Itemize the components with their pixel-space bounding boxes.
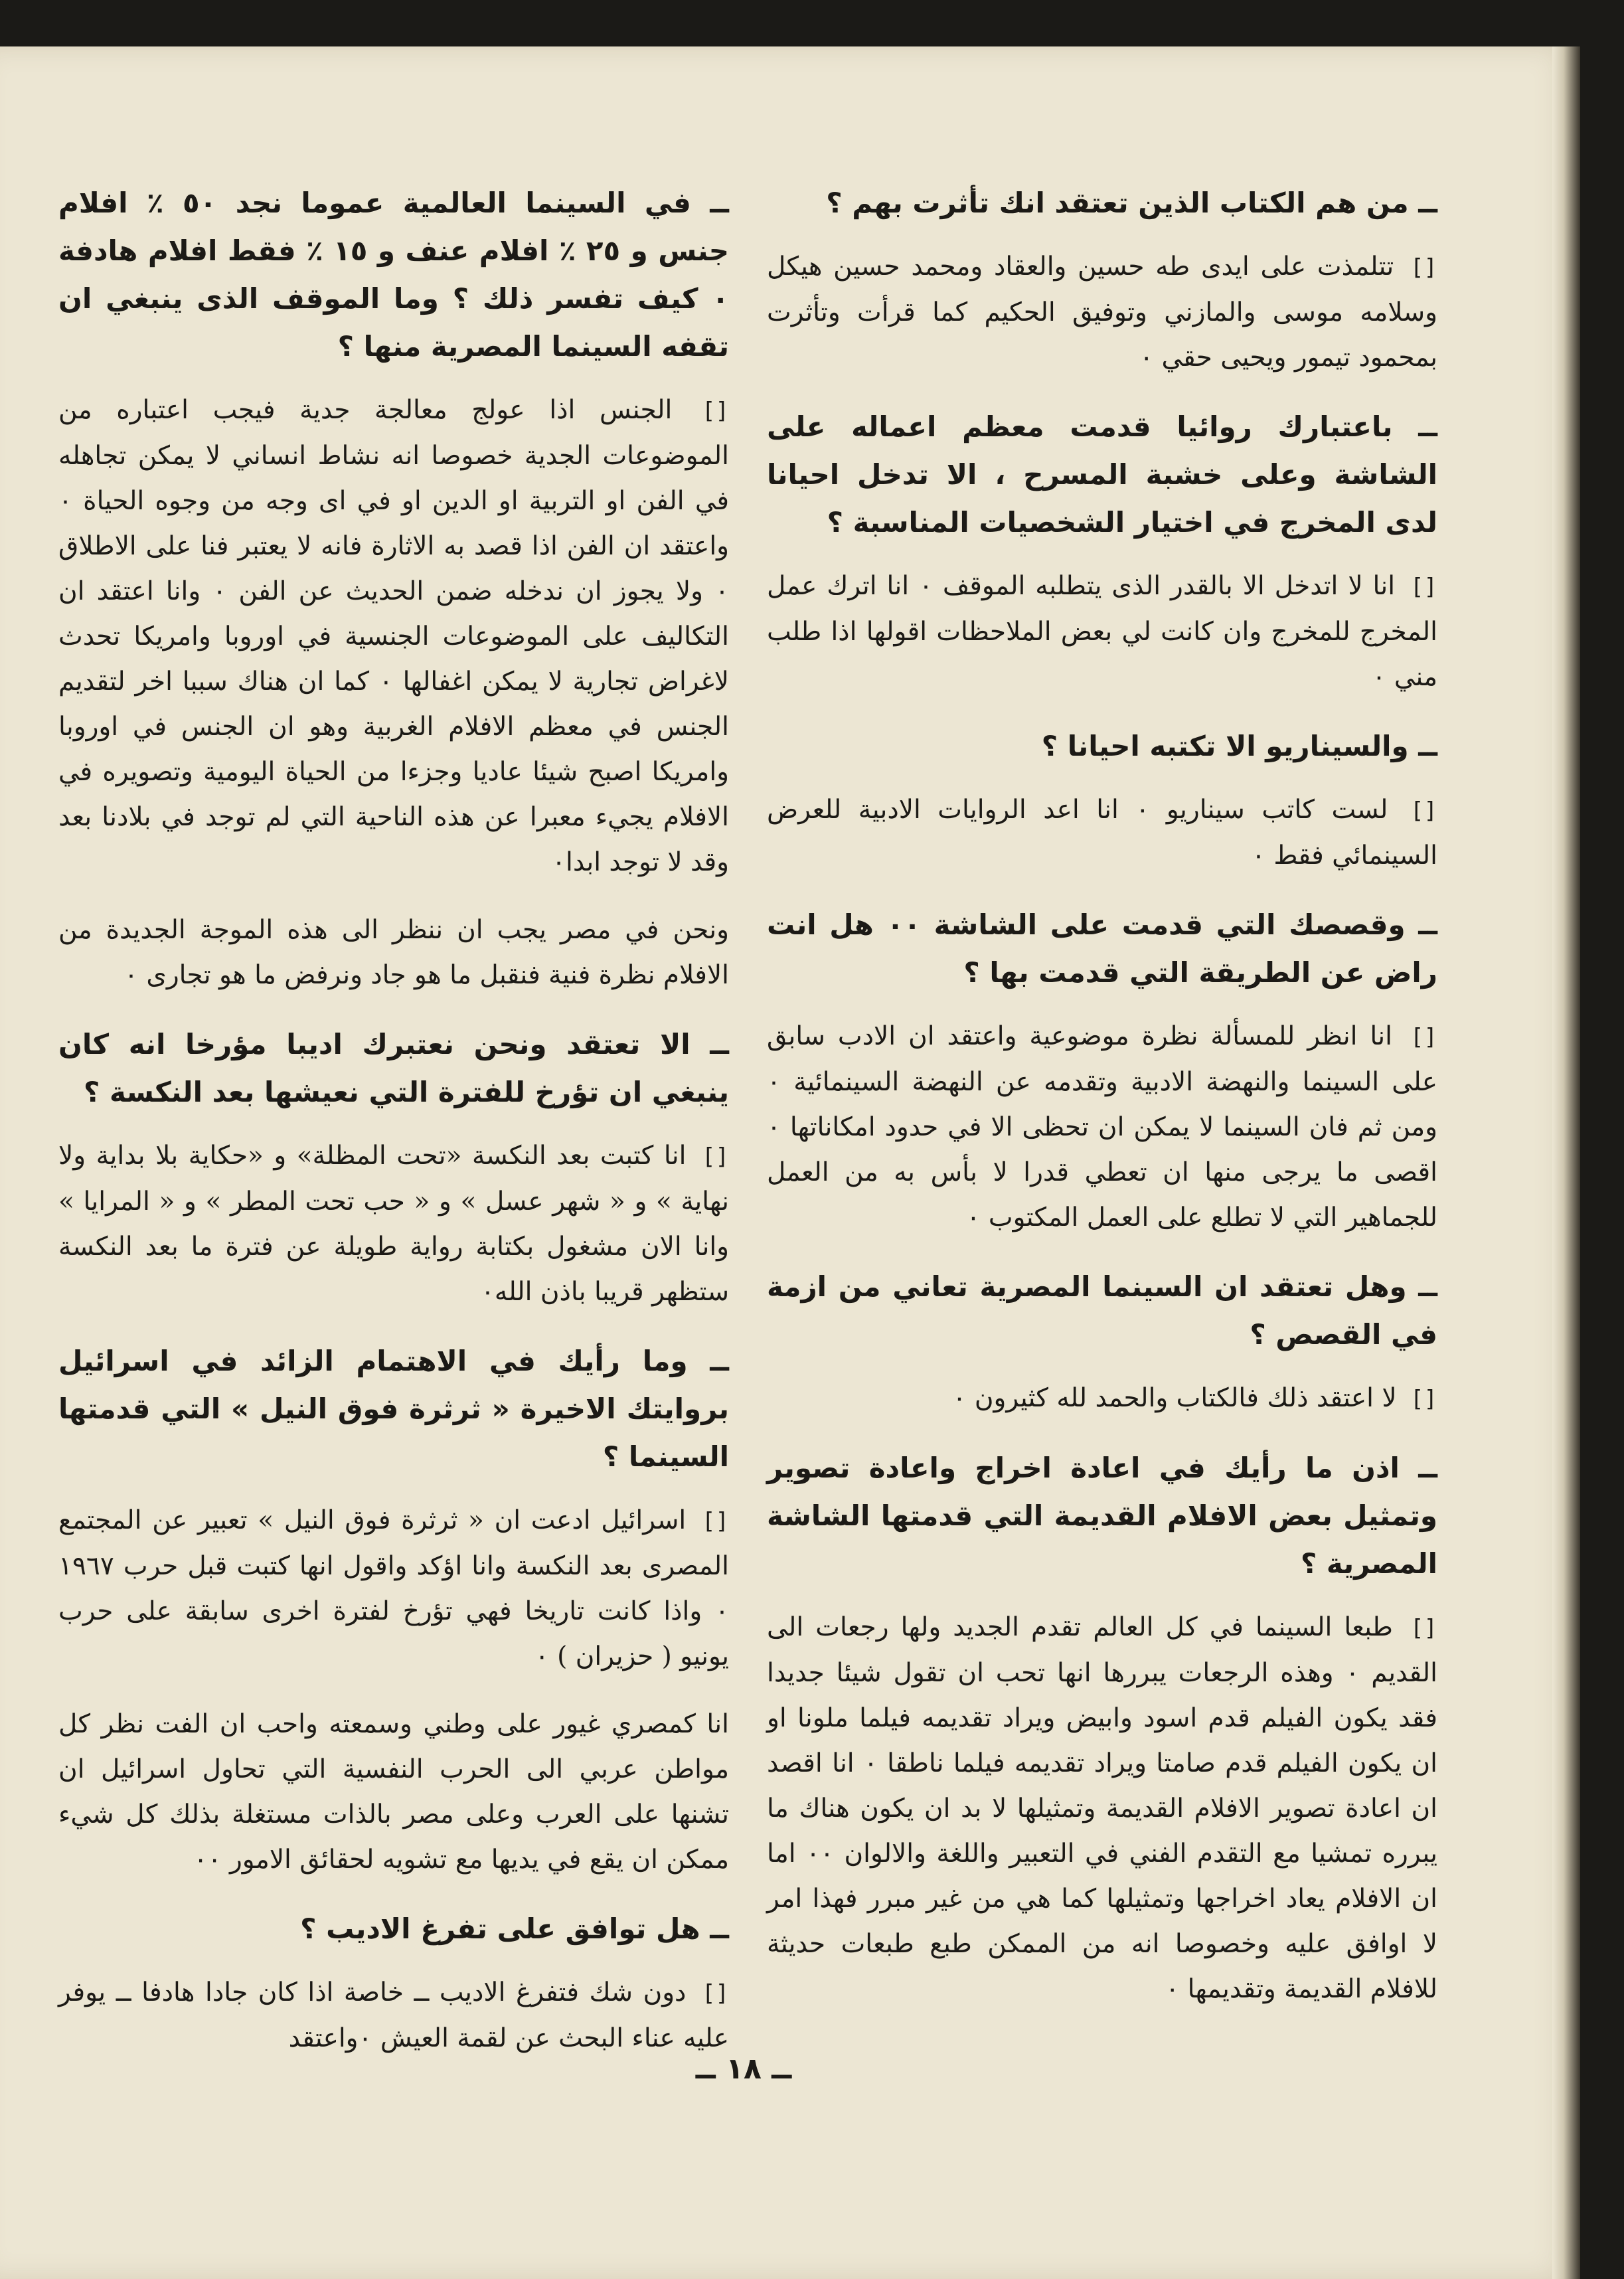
bracket-icon: [] [686,1508,729,1535]
answer: [] لست كاتب سيناريو ٠ انا اعد الروايات الادبية للعرض السينمائي فقط ٠ [767,795,1437,871]
bracket-icon: [] [1392,1615,1437,1642]
page-number: ــ ١٨ ــ [695,2052,792,2086]
question: ــ باعتبارك روائيا قدمت معظم اعماله على الشاشة وعلى خشبة المسرح ، الا تدخل احيانا لدى المخرج في اختيار الشخصيات المناسبة ؟ [767,410,1437,539]
answer: [] انا لا اتدخل الا بالقدر الذى يتطلبه الموقف ٠ انا اترك عمل المخرج للمخرج وان كانت لي بعض الملاحظات اقولها اذا طلب مني ٠ [767,571,1437,692]
question: ــ والسيناريو الا تكتبه احيانا ؟ [1041,730,1437,762]
question: ــ وقصصك التي قدمت على الشاشة ٠٠ هل انت راض عن الطريقة التي قدمت بها ؟ [767,908,1437,989]
answer: [] دون شك فتفرغ الاديب ــ خاصة اذا كان جادا هادفا ــ يوفر عليه عناء البحث عن لقمة العيش ٠واعتقد [58,1978,729,2053]
bracket-icon: [] [686,1143,729,1170]
answer: [] تتلمذت على ايدى طه حسين والعقاد ومحمد حسين هيكل وسلامه موسى والمازني وتوفيق الحكيم كما قرأت وتأثرت بمحمود تيمور ويحيى حقي ٠ [767,252,1437,373]
bracket-icon: [] [1396,1386,1437,1412]
answer-continued: انا كمصري غيور على وطني وسمعته واحب ان الفت نظر كل مواطن عربي الى الحرب النفسية التي تحاول اسرائيل ان تشنها على العرب وعلى مصر بالذات مستغلة بذلك كل شيء ممكن ان يقع في يديها مع تشويه لحقائق الامور ٠٠ [58,1709,729,1875]
question: ــ هل توافق على تفرغ الاديب ؟ [300,1912,729,1945]
answer: [] طبعا السينما في كل العالم تقدم الجديد ولها رجعات الى القديم ٠ وهذه الرجعات يبررها انها تحب ان تقول شيئا جديدا فقد يكون الفيلم قدم اسود وابيض ويراد تقديمه فيلما ملونا او ان يكون الفيلم قدم صامتا ويراد تقديمه فيلما ناطقا ٠ انا اقصد ان اعادة تصوير الافلام القديمة وتمثيلها لا بد ان يكون هناك ما يبرره تمشيا مع التقدم الفني في التعبير واللغة والالوان ٠٠ اما ان الافلام يعاد اخراجها وتمثيلها كما هي من غير مبرر فهذا امر لا اوافق عليه وخصوصا انه من الممكن طبع طبعات حديثة للافلام القديمة وتقديمها ٠ [767,1612,1437,2004]
answer-continued: ونحن في مصر يجب ان ننظر الى هذه الموجة الجديدة من الافلام نظرة فنية فنقبل ما هو جاد ونرفض ما هو تجارى ٠ [58,915,729,990]
question: ــ في السينما العالمية عموما نجد ٥٠ ٪ افلام جنس و ٢٥ ٪ افلام عنف و ١٥ ٪ فقط افلام هادفة ٠ كيف تفسر ذلك ؟ وما الموقف الذى ينبغي ان تقفه السينما المصرية منها ؟ [58,187,730,363]
bracket-icon: [] [1388,798,1437,824]
bracket-icon: [] [1394,254,1437,281]
page-spine [1552,46,1580,2279]
answer: [] لا اعتقد ذلك فالكتاب والحمد لله كثيرون ٠ [952,1383,1437,1413]
question: ــ من هم الكتاب الذين تعتقد انك تأثرت بهم ؟ [826,187,1437,219]
answer: [] الجنس اذا عولج معالجة جدية فيجب اعتباره من الموضوعات الجدية خصوصا انه نشاط انساني لا يمكن تجاهله في الفن او التربية او الدين او في اى وجه من وجوه الحياة ٠ واعتقد ان الفن اذا قصد به الاثارة فانه لا يعتبر فنا على الاطلاق ٠ ولا يجوز ان ندخله ضمن الحديث عن الفن ٠ وانا اعتقد ان التكاليف على الموضوعات الجنسية في اوروبا وامريكا تحدث لاغراض تجارية لا يمكن اغفالها ٠ كما ان هناك سببا اخر لتقديم الجنس في معظم الافلام الغربية وهو ان الجنس في اوروبا وامريكا اصبح شيئا عاديا وجزءا من الحياة اليومية وتصويره في الافلام يجيء معبرا عن هذه الناحية التي لم توجد في بلادنا بعد وقد لا توجد ابدا٠ [58,395,729,877]
right-column [767,179,1437,2035]
magazine-page [0,46,1580,2279]
question: ــ اذن ما رأيك في اعادة اخراج واعادة تصوير وتمثيل بعض الافلام القديمة التي قدمتها الشاشة المصرية ؟ [767,1452,1437,1580]
answer: [] انا انظر للمسألة نظرة موضوعية واعتقد ان الادب سابق على السينما والنهضة الادبية وتقدمه عن النهضة السينمائية ٠ ومن ثم فان السينما لا يمكن ان تحظى الا في حدود امكاناتها ٠ اقصى ما يرجى منها ان تعطي قدرا لا بأس به من العمل للجماهير التي لا تطلع على العمل المكتوب ٠ [767,1021,1437,1232]
question: ــ الا تعتقد ونحن نعتبرك اديبا مؤرخا انه كان ينبغي ان تؤرخ للفترة التي نعيشها بعد النكسة ؟ [58,1028,729,1108]
question: ــ وما رأيك في الاهتمام الزائد في اسرائيل بروايتك الاخيرة « ثرثرة فوق النيل » التي قدمتها السينما ؟ [58,1345,729,1473]
bracket-icon: [] [1395,574,1437,600]
bracket-icon: [] [1392,1024,1437,1051]
left-column [58,179,729,2084]
question: ــ وهل تعتقد ان السينما المصرية تعاني من ازمة في القصص ؟ [767,1270,1437,1351]
answer: [] انا كتبت بعد النكسة «تحت المظلة» و «حكاية بلا بداية ولا نهاية » و « شهر عسل » و « حب تحت المطر » و « المرايا » وانا الان مشغول بكتابة رواية طويلة عن فترة ما بعد النكسة ستظهر قريبا باذن الله٠ [58,1141,729,1307]
bracket-icon: [] [672,398,729,424]
bracket-icon: [] [686,1980,729,2007]
answer: [] اسرائيل ادعت ان « ثرثرة فوق النيل » تعبير عن المجتمع المصرى بعد النكسة وانا اؤكد واقول انها كتبت قبل حرب ١٩٦٧ ٠ واذا كانت تاريخا فهي تؤرخ لفترة اخرى سابقة على حرب يونيو ( حزيران ) ٠ [58,1505,729,1671]
